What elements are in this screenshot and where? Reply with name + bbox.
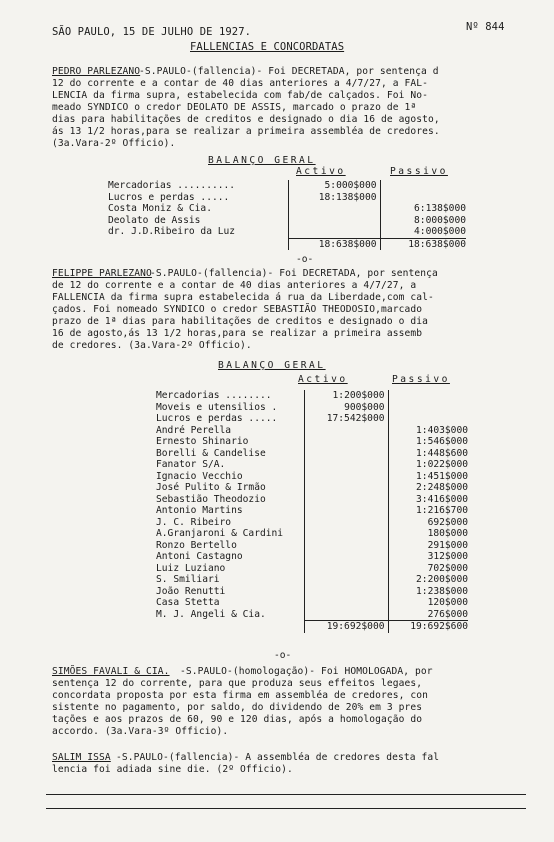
entry-text-line: lencia foi adiada sine die. (2º Officio).: [52, 764, 293, 775]
row-activo: [304, 609, 388, 621]
row-passivo: 1:216$700: [416, 505, 468, 516]
total-row: [156, 621, 468, 633]
row-passivo: 1:238$000: [416, 585, 468, 597]
total-row: [108, 238, 466, 250]
table-row: [156, 574, 468, 586]
entry-text-line: meado SYNDICO o credor DEOLATO DE ASSIS, marcado o prazo de 1ª: [52, 102, 417, 113]
row-activo: 18:138$000: [288, 192, 380, 204]
total-passivo: 18:638$000: [380, 238, 466, 250]
table-row: [156, 505, 468, 517]
table-row: [156, 494, 468, 506]
table-row: [156, 448, 468, 460]
row-passivo: 1:451$000: [416, 470, 468, 482]
row-passivo: 8:000$000: [414, 214, 466, 226]
row-label: Lucros e perdas .....: [108, 191, 230, 203]
row-activo: [304, 459, 388, 471]
row-passivo: 6:138$000: [414, 203, 466, 214]
row-passivo: 1:546$000: [416, 436, 468, 447]
entry-text-line: prazo de 1ª dias para habilitações de creditos e designado o dia: [52, 316, 429, 327]
total-activo: 19:692$000: [304, 621, 388, 633]
entry-text-line: de 12 do corrente e a contar de 40 dias anteriores a 4/7/27, a: [52, 280, 417, 291]
row-label: José Pulito & Irmão: [156, 482, 266, 493]
row-label: André Perella: [156, 424, 232, 436]
row-activo: [304, 597, 388, 609]
table-row: [156, 609, 468, 621]
table-row: [156, 425, 468, 437]
row-label: Sebastião Theodozio: [156, 493, 266, 505]
entry-text-line: LENCIA da firma supra, estabelecida com fab/de calçados. Foi No-: [52, 90, 429, 101]
table-row: [156, 586, 468, 598]
row-passivo: 312$000: [427, 551, 468, 562]
row-activo: [304, 528, 388, 540]
table-row: [156, 551, 468, 563]
total-passivo: 19:692$600: [388, 621, 468, 633]
col-passivo-header: Passivo: [390, 166, 448, 177]
row-passivo: [388, 390, 468, 402]
total-label: [156, 621, 304, 633]
row-label: Costa Moniz & Cia.: [108, 203, 212, 214]
row-passivo: 2:200$000: [416, 574, 468, 585]
row-label: Ronzo Bertello: [156, 539, 237, 551]
entry-text-line: -S.PAULO-(fallencia)- A assembléa de credores desta fal: [116, 752, 440, 763]
row-label: A.Granjaroni & Cardini: [156, 528, 284, 539]
row-passivo: [380, 192, 466, 204]
row-activo: [304, 471, 388, 483]
row-activo: [288, 215, 380, 227]
entry-text-line: 16 de agosto,ás 13 1/2 horas,para se realizar a primeira assemb: [52, 328, 423, 339]
row-activo: [304, 494, 388, 506]
entry-text-line: -S.PAULO-(fallencia)- Foi DECRETADA, por sentença: [150, 268, 438, 279]
balance-table: [156, 390, 468, 633]
entry-text-line: -S.PAULO-(homologação)- Foi HOMOLOGADA, por: [180, 666, 433, 677]
row-label: Antonio Martins: [156, 505, 243, 516]
row-activo: [304, 551, 388, 563]
entry-text-line: FALLENCIA da firma supra estabelecida á rua da Liberdade,com cal-: [52, 292, 434, 303]
dateline: SÃO PAULO, 15 DE JULHO DE 1927.: [52, 26, 252, 38]
row-passivo: 4:000$000: [414, 226, 466, 237]
entry-name: SALIM ISSA: [52, 752, 111, 763]
row-passivo: 1:022$000: [416, 459, 468, 470]
section-title: FALLENCIAS E CONCORDATAS: [190, 41, 345, 53]
row-label: S. Smiliari: [156, 574, 220, 585]
entry-text-line: accordo. (3a.Vara-3º Officio).: [52, 726, 229, 737]
entry-name: FELIPPE PARLEZANO: [52, 268, 152, 279]
entry-text-line: 12 do corrente e a contar de 40 dias anteriores a 4/7/27, a FAL-: [52, 78, 429, 89]
table-row: [156, 563, 468, 575]
separator: -o-: [274, 650, 292, 661]
table-row: [156, 517, 468, 529]
row-passivo: 3:416$000: [416, 493, 468, 505]
entry-text-line: (3a.Vara-2º Officio).: [52, 138, 176, 149]
row-label: Borelli & Candelise: [156, 447, 266, 459]
row-label: Luiz Luziano: [156, 562, 226, 574]
entry-text-line: -S.PAULO-(fallencia)- Foi DECRETADA, por sentença d: [139, 66, 439, 77]
row-passivo: 2:248$000: [416, 482, 468, 493]
entry-text-line: tações e aos prazos de 60, 90 e 120 dias, após a homologação do: [52, 714, 423, 725]
col-activo-header: Activo: [298, 374, 348, 385]
entry-text-line: dias para habilitações de creditos e designado o dia 16 de agosto,: [52, 114, 440, 125]
balance-title: BALANÇO GERAL: [208, 155, 316, 166]
row-passivo: 120$000: [427, 597, 468, 608]
row-passivo: 291$000: [427, 539, 468, 551]
table-row: [156, 482, 468, 494]
col-passivo-header: Passivo: [392, 374, 450, 385]
row-label: Moveis e utensilios .: [156, 401, 278, 413]
row-activo: [304, 425, 388, 437]
row-label: Lucros e perdas .....: [156, 413, 278, 424]
row-passivo: [388, 413, 468, 425]
row-passivo: [380, 180, 466, 192]
table-row: [156, 528, 468, 540]
row-passivo: 702$000: [427, 562, 468, 574]
table-row: [156, 597, 468, 609]
table-row: [156, 436, 468, 448]
row-label: Ernesto Shinario: [156, 436, 249, 447]
row-label: M. J. Angeli & Cia.: [156, 608, 266, 620]
table-row: [108, 215, 466, 227]
row-activo: [288, 226, 380, 238]
table-row: [156, 540, 468, 552]
row-label: Mercadorias ........: [156, 390, 272, 401]
row-passivo: 180$000: [427, 528, 468, 539]
footer-rule-bottom: [46, 808, 526, 809]
table-row: [156, 402, 468, 414]
table-row: [156, 413, 468, 425]
row-activo: 1:200$000: [304, 390, 388, 402]
row-activo: [304, 517, 388, 529]
row-label: Casa Stetta: [156, 597, 220, 608]
table-row: [156, 390, 468, 402]
balance-title: BALANÇO GERAL: [218, 360, 326, 371]
row-label: J. C. Ribeiro: [156, 516, 232, 528]
entry-text-line: sistente no pagamento, por saldo, do dividendo de 20% em 3 pres: [52, 702, 423, 713]
col-activo-header: Activo: [296, 166, 346, 177]
row-label: dr. J.D.Ribeiro da Luz: [108, 226, 236, 238]
row-activo: [304, 586, 388, 598]
bulletin-number: Nº 844: [466, 21, 505, 33]
entry-text-line: sentença 12 do corrente, para que produza seus effeitos legaes,: [52, 678, 423, 689]
row-passivo: [388, 402, 468, 414]
table-row: [156, 459, 468, 471]
separator: -o-: [296, 254, 314, 265]
table-row: [156, 471, 468, 483]
row-label: Mercadorias ..........: [108, 180, 236, 191]
row-activo: [304, 540, 388, 552]
row-label: João Renutti: [156, 585, 226, 597]
row-activo: 17:542$000: [304, 413, 388, 425]
row-activo: [304, 436, 388, 448]
table-row: [108, 226, 466, 238]
row-passivo: 1:448$600: [416, 447, 468, 459]
row-passivo: 1:403$000: [416, 424, 468, 436]
row-activo: [304, 563, 388, 575]
row-label: Fanator S/A.: [156, 459, 226, 470]
row-activo: [304, 505, 388, 517]
table-row: [108, 180, 466, 192]
entry-name: SIMÕES FAVALI & CIA.: [52, 666, 170, 677]
row-passivo: 692$000: [427, 516, 468, 528]
row-activo: [288, 203, 380, 215]
row-label: Antoni Castagno: [156, 551, 243, 562]
row-label: Deolato de Assis: [108, 214, 201, 226]
table-row: [108, 203, 466, 215]
footer-rule-top: [46, 794, 526, 795]
entry-text-line: çados. Foi nomeado SYNDICO o credor SEBASTIÃO THEODOSIO,marcado: [52, 304, 423, 315]
row-label: Ignacio Vecchio: [156, 470, 243, 482]
total-activo: 18:638$000: [288, 238, 380, 250]
row-activo: 5:000$000: [288, 180, 380, 192]
entry-name: PEDRO PARLEZANO: [52, 66, 141, 77]
entry-text-line: ás 13 1/2 horas,para se realizar a primeira assembléa de credores.: [52, 126, 440, 137]
row-activo: [304, 482, 388, 494]
entry-text-line: concordata proposta por esta firma em assembléa de credores, con: [52, 690, 429, 701]
row-activo: [304, 448, 388, 460]
row-activo: [304, 574, 388, 586]
row-activo: 900$000: [304, 402, 388, 414]
row-passivo: 276$000: [427, 608, 468, 620]
table-row: [108, 192, 466, 204]
balance-table: [108, 180, 466, 250]
entry-text-line: de credores. (3a.Vara-2º Officio).: [52, 340, 252, 351]
